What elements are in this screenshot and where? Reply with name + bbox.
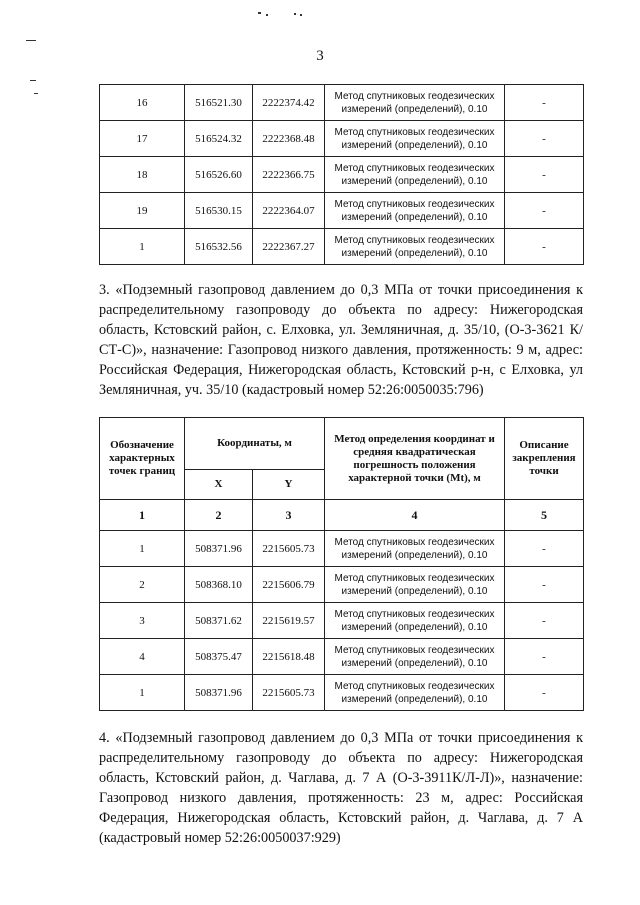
table-row [100, 567, 584, 603]
scan-artifact-top [294, 13, 296, 15]
table1-body [100, 85, 584, 265]
description-cell: - [505, 603, 584, 639]
description-cell: - [505, 157, 584, 193]
point-cell: 17 [100, 121, 185, 157]
column-number: 3 [253, 500, 325, 531]
point-cell: 3 [100, 603, 185, 639]
column-number: 1 [100, 500, 185, 531]
table-row [100, 229, 584, 265]
method-cell: Метод спутниковых геодезических измерений (определений), 0.10 [325, 639, 505, 675]
method-cell: Метод спутниковых геодезических измерений (определений), 0.10 [325, 531, 505, 567]
point-cell: 16 [100, 85, 185, 121]
column-number: 4 [325, 500, 505, 531]
point-cell: 1 [100, 675, 185, 711]
x-coordinate-cell: 516524.32 [185, 121, 253, 157]
scan-artifact-top [266, 14, 268, 16]
method-cell: Метод спутниковых геодезических измерений (определений), 0.10 [325, 193, 505, 229]
x-coordinate-cell: 508371.96 [185, 531, 253, 567]
y-coordinate-cell: 2222374.42 [253, 85, 325, 121]
x-coordinate-cell: 516532.56 [185, 229, 253, 265]
header-x: X [185, 470, 253, 500]
coordinates-table [99, 417, 584, 711]
y-coordinate-cell: 2215605.73 [253, 531, 325, 567]
x-coordinate-cell: 508375.47 [185, 639, 253, 675]
table-row [100, 639, 584, 675]
table-row [100, 157, 584, 193]
x-coordinate-cell: 508371.62 [185, 603, 253, 639]
y-coordinate-cell: 2215618.48 [253, 639, 325, 675]
point-cell: 2 [100, 567, 185, 603]
point-cell: 1 [100, 229, 185, 265]
description-cell: - [505, 85, 584, 121]
method-cell: Метод спутниковых геодезических измерений (определений), 0.10 [325, 229, 505, 265]
table-row [100, 603, 584, 639]
scan-artifact-top [300, 14, 302, 16]
description-cell: - [505, 675, 584, 711]
point-cell: 1 [100, 531, 185, 567]
table-row [100, 675, 584, 711]
table2-body [100, 531, 584, 711]
description-cell: - [505, 639, 584, 675]
y-coordinate-cell: 2222364.07 [253, 193, 325, 229]
header-description: Описание закрепления точки [505, 418, 584, 500]
x-coordinate-cell: 508371.96 [185, 675, 253, 711]
scan-artifact-top [258, 12, 261, 14]
table-row [100, 193, 584, 229]
object-description-3: 3. «Подземный газопровод давлением до 0,3 МПа от точки присоединения к распределительному газопроводу до объекта по адресу: Нижегородская область, Кстовский район, с. Елховка, ул. Земляничная, д. 35/10, (О-3-3621 К/СТ-С)», назначение: Газопровод низкого давления, протяженность: 9 м, адрес: Российская Федерация, Нижегородская область, Кстовский р-н, с Елховка, ул Земляничная, уч. 35/10 (кадастровый номер 52:26:0050035:796) [99, 282, 583, 398]
object-description-4: 4. «Подземный газопровод давлением до 0,3 МПа от точки присоединения к распределительному газопроводу до объекта по адресу: Нижегородская область, Кстовский район, д. Чаглава, д. 7 А (О-3-3911К/Л-Л)», назначение: Газопровод низкого давления, протяженность: 23 м, адрес: Российская Федерация, Нижегородская область, Кстовский район, д. Чаглава, д. 7 А (кадастровый номер 52:26:0050037:929) [99, 730, 583, 846]
y-coordinate-cell: 2215606.79 [253, 567, 325, 603]
column-number: 2 [185, 500, 253, 531]
scan-artifact-left [30, 80, 36, 81]
method-cell: Метод спутниковых геодезических измерений (определений), 0.10 [325, 121, 505, 157]
description-cell: - [505, 229, 584, 265]
header-designation: Обозначение характерных точек границ [100, 418, 185, 500]
method-cell: Метод спутниковых геодезических измерений (определений), 0.10 [325, 157, 505, 193]
x-coordinate-cell: 516521.30 [185, 85, 253, 121]
description-cell: - [505, 193, 584, 229]
description-cell: - [505, 121, 584, 157]
x-coordinate-cell: 508368.10 [185, 567, 253, 603]
y-coordinate-cell: 2222366.75 [253, 157, 325, 193]
header-method: Метод определения координат и средняя квадратическая погрешность положения характерной точки (Mt), м [325, 418, 505, 500]
description-cell: - [505, 531, 584, 567]
table-row [100, 531, 584, 567]
y-coordinate-cell: 2215605.73 [253, 675, 325, 711]
point-cell: 18 [100, 157, 185, 193]
method-cell: Метод спутниковых геодезических измерений (определений), 0.10 [325, 675, 505, 711]
scan-artifact-left [34, 93, 38, 94]
scan-artifact-left [26, 40, 36, 41]
description-cell: - [505, 567, 584, 603]
method-cell: Метод спутниковых геодезических измерений (определений), 0.10 [325, 85, 505, 121]
point-cell: 4 [100, 639, 185, 675]
method-cell: Метод спутниковых геодезических измерений (определений), 0.10 [325, 603, 505, 639]
y-coordinate-cell: 2222368.48 [253, 121, 325, 157]
x-coordinate-cell: 516526.60 [185, 157, 253, 193]
table-row [100, 85, 584, 121]
y-coordinate-cell: 2215619.57 [253, 603, 325, 639]
table-row [100, 121, 584, 157]
coordinates-table-continued [99, 84, 584, 265]
x-coordinate-cell: 516530.15 [185, 193, 253, 229]
header-coordinates: Координаты, м [185, 418, 325, 470]
y-coordinate-cell: 2222367.27 [253, 229, 325, 265]
method-cell: Метод спутниковых геодезических измерений (определений), 0.10 [325, 567, 505, 603]
column-number: 5 [505, 500, 584, 531]
header-y: Y [253, 470, 325, 500]
point-cell: 19 [100, 193, 185, 229]
page-number: 3 [316, 48, 324, 64]
